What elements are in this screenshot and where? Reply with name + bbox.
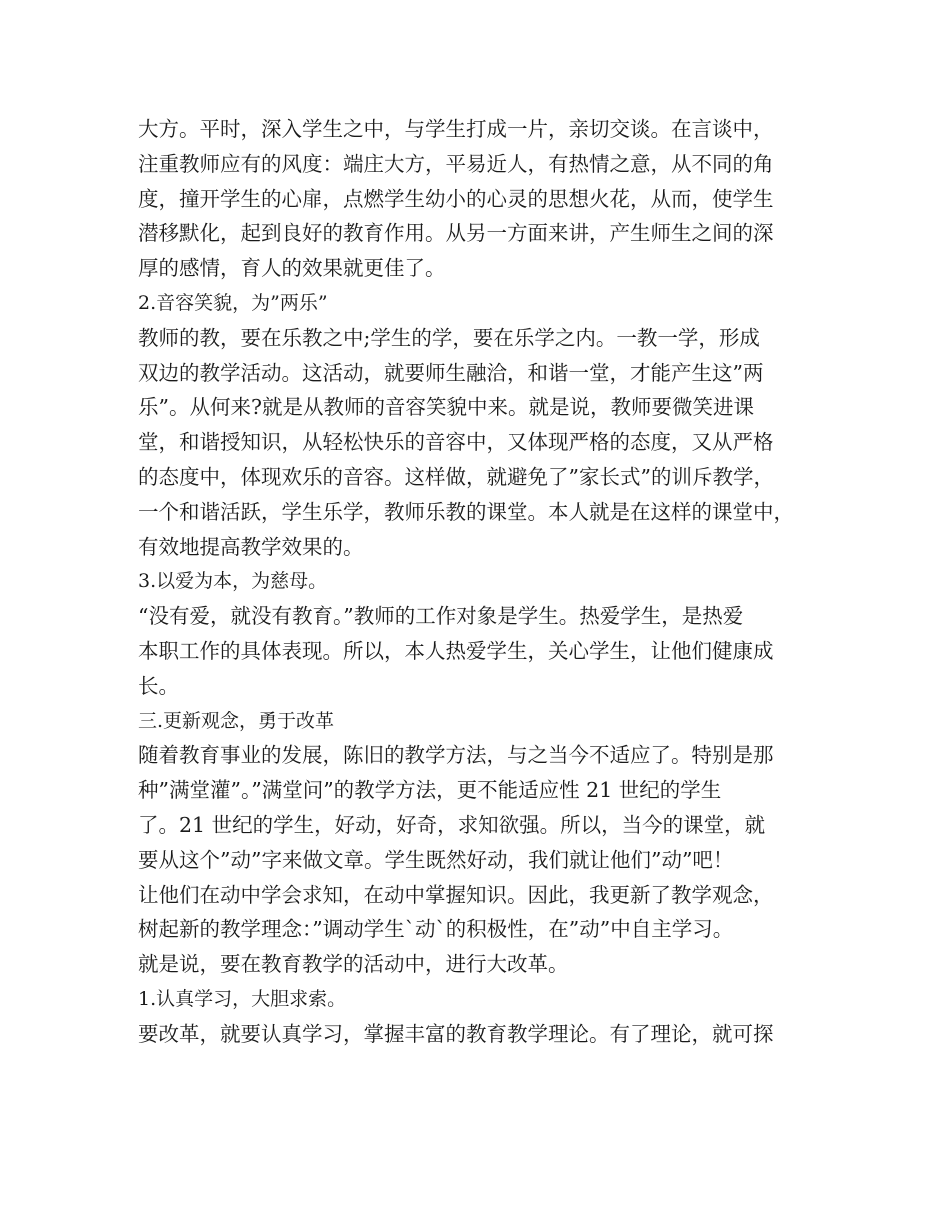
paragraph-line: 随着教育事业的发展，陈旧的教学方法，与之当今不适应了。特别是那 bbox=[138, 743, 774, 768]
paragraph-line: 大方。平时，深入学生之中，与学生打成一片，亲切交谈。在言谈中， bbox=[138, 117, 774, 141]
paragraph-line: 有效地提高教学效果的。 bbox=[138, 534, 364, 559]
paragraph-line: 乐”。从何来?就是从教师的音容笑貌中来。就是说，教师要微笑进课 bbox=[138, 395, 754, 420]
paragraph-line: 的态度中，体现欢乐的音容。这样做，就避免了”家长式”的训斥教学， bbox=[138, 464, 774, 489]
paragraph-line: 度，撞开学生的心扉，点燃学生幼小的心灵的思想火花，从而，使学生 bbox=[138, 186, 774, 211]
paragraph-line: 厚的感情，育人的效果就更佳了。 bbox=[138, 256, 446, 281]
paragraph-line: 教师的教，要在乐教之中;学生的学，要在乐学之内。一教一学，形成 bbox=[138, 325, 760, 350]
paragraph-line: 一个和谐活跃，学生乐学，教师乐教的课堂。本人就是在这样的课堂中， bbox=[138, 499, 794, 524]
paragraph-line: 本职工作的具体表现。所以，本人热爱学生，关心学生，让他们健康成 bbox=[138, 638, 774, 663]
paragraph-line: 种”满堂灌”。”满堂问”的教学方法，更不能适应性 21 世纪的学生 bbox=[138, 778, 722, 803]
section-heading: 1.认真学习，大胆求索。 bbox=[138, 987, 347, 1010]
paragraph-line: “没有爱，就没有教育。”教师的工作对象是学生。热爱学生，是热爱 bbox=[138, 604, 744, 629]
paragraph-line: 注重教师应有的风度：端庄大方，平易近人，有热情之意，从不同的角 bbox=[138, 151, 774, 176]
section-heading: 2.音容笑貌，为”两乐” bbox=[138, 291, 328, 314]
paragraph-line: 潜移默化，起到良好的教育作用。从另一方面来讲，产生师生之间的深 bbox=[138, 221, 774, 246]
paragraph-line: 要改革，就要认真学习，掌握丰富的教育教学理论。有了理论，就可探 bbox=[138, 1021, 774, 1046]
paragraph-line: 要从这个”动”字来做文章。学生既然好动，我们就让他们”动”吧！ bbox=[138, 847, 734, 872]
paragraph-line: 树起新的教学理念：”调动学生`动`的积极性，在”动”中自主学习。 bbox=[138, 917, 734, 942]
paragraph-line: 了。21 世纪的学生，好动，好奇，求知欲强。所以，当今的课堂，就 bbox=[138, 812, 766, 837]
paragraph-line: 双边的教学活动。这活动，就要师生融洽，和谐一堂，才能产生这”两 bbox=[138, 360, 764, 385]
section-heading: 3.以爱为本，为慈母。 bbox=[138, 570, 328, 593]
document-body bbox=[138, 112, 818, 1052]
section-heading: 三.更新观念，勇于改革 bbox=[138, 709, 335, 732]
paragraph-line: 堂，和谐授知识，从轻松快乐的音容中，又体现严格的态度，又从严格 bbox=[138, 430, 774, 455]
paragraph-line: 就是说，要在教育教学的活动中，进行大改革。 bbox=[138, 952, 569, 977]
paragraph-line: 长。 bbox=[138, 673, 179, 698]
paragraph-line: 让他们在动中学会求知，在动中掌握知识。因此，我更新了教学观念， bbox=[138, 882, 774, 907]
